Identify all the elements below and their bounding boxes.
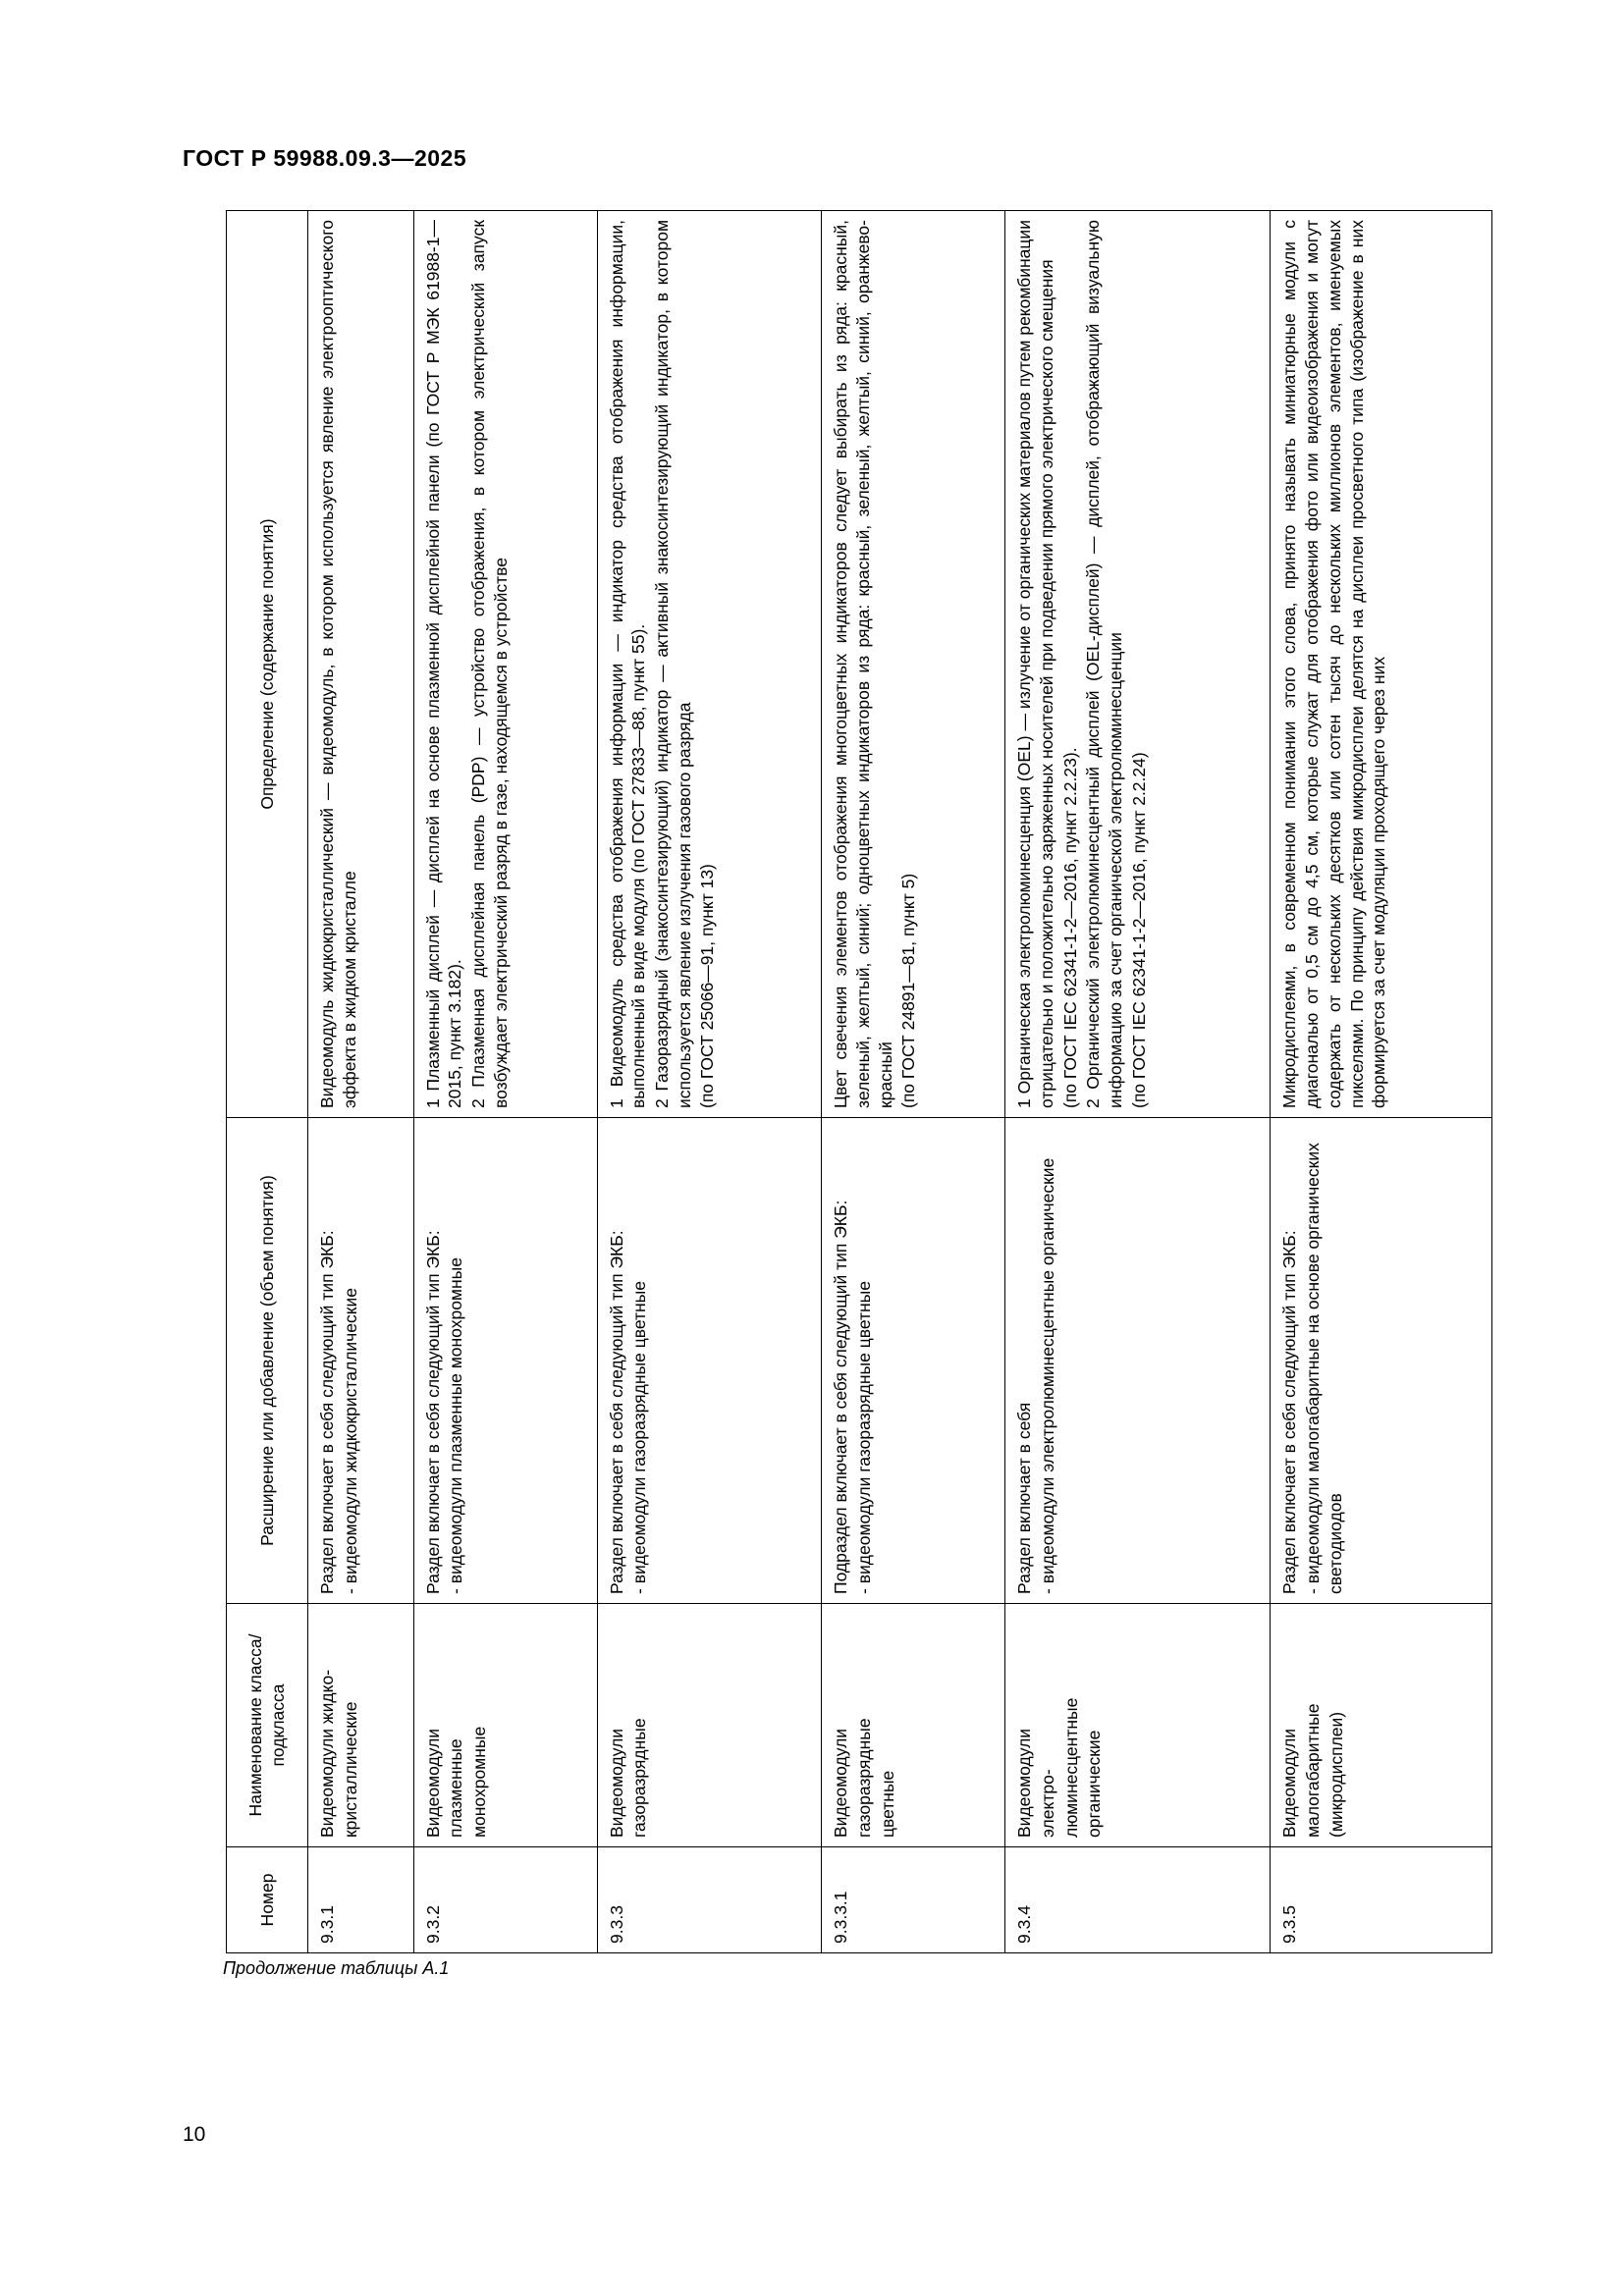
cell-name-line: люминесцентные — [1060, 1697, 1081, 1838]
cell-name-line: Видеомодули жидко- — [317, 1669, 337, 1838]
cell-scope — [1271, 1118, 1492, 1604]
cell-definition-line: 1 Видеомодуль средства отображения информации — индикатор средства отображения информации, выполненный в виде модуля (по ГОСТ 27833—88, пункт 55). — [606, 220, 649, 1108]
rotated-table-container — [226, 211, 1492, 1953]
cell-definition-line: (по ГОСТ IEC 62341-1-2—2016, пункт 2.2.23). — [1059, 747, 1080, 1108]
cell-name-line: кристаллические — [340, 1701, 360, 1838]
cell-name — [1271, 1604, 1492, 1847]
cell-definition-line: 2 Плазменная дисплейная панель (PDP) — устройство отображения, в котором электрический запуск возбуждает электрический разряд в газе, находящемся в устройстве — [467, 220, 511, 1108]
cell-scope-line: - видеомодули жидкокристаллические — [340, 1288, 360, 1594]
table-row — [1005, 211, 1271, 1953]
cell-name — [308, 1604, 414, 1847]
cell-name-line: цветные — [877, 1770, 897, 1838]
cell-scope — [822, 1118, 1005, 1604]
cell-definition-line: Цвет свечения элементов отображения многоцветных индикаторов следует выбирать из ряда: красный, зеленый, желтый, синий; одноцветных индикаторов из ряда: красный, зеленый, желтый, синий, оранжево-красный — [831, 220, 895, 1108]
cell-name-line: Видеомодули — [1014, 1728, 1035, 1838]
cell-name — [413, 1604, 597, 1847]
cell-definition — [1271, 211, 1492, 1118]
table-row — [413, 211, 597, 1953]
cell-name-line: плазменные — [446, 1738, 466, 1838]
cell-definition-line: 2 Газоразрядный (знакосинтезирующий) индикатор — активный знакосинтезирующий индикатор, в котором используется явление излучения газового разряда — [652, 220, 694, 1108]
table-row — [822, 211, 1005, 1953]
cell-definition-line: Видеомодуль жидкокристаллический — видеомодуль, в котором используется явление электрооптического эффекта в жидком кристалле — [317, 220, 359, 1108]
cell-name-line: органические — [1084, 1730, 1105, 1838]
cell-name-line: газоразрядные — [629, 1718, 650, 1838]
cell-name-line: Видеомодули — [606, 1728, 626, 1838]
cell-name-line: газоразрядные — [853, 1718, 874, 1838]
column-header-scope: Расширение или добавление (объем понятия) — [227, 1118, 308, 1604]
cell-definition — [308, 211, 414, 1118]
cell-number: 9.3.1 — [308, 1847, 414, 1953]
cell-scope-line: Подраздел включает в себя следующий тип ЭКБ: — [831, 1200, 851, 1594]
cell-name-line: электро- — [1038, 1769, 1058, 1838]
cell-definition-line: (по ГОСТ IEC 62341-1-2—2016, пункт 2.2.24) — [1128, 752, 1149, 1108]
cell-scope-line: Раздел включает в себя следующий тип ЭКБ: — [422, 1230, 443, 1594]
cell-name — [597, 1604, 822, 1847]
cell-number: 9.3.3.1 — [822, 1847, 1005, 1953]
table-row — [308, 211, 414, 1953]
cell-scope-line: Раздел включает в себя следующий тип ЭКБ: — [317, 1230, 337, 1594]
table-body — [308, 211, 1492, 1953]
cell-definition-line: 1 Плазменный дисплей — дисплей на основе плазменной дисплейной панели (по ГОСТ Р МЭК 61988-1—2015, пункт 3.182). — [422, 220, 465, 1108]
cell-number: 9.3.4 — [1005, 1847, 1271, 1953]
cell-scope — [308, 1118, 414, 1604]
table-caption: Продолжение таблицы А.1 — [223, 1958, 450, 1978]
column-header-name: Наименование класса/подкласса — [227, 1604, 308, 1847]
table-row — [597, 211, 822, 1953]
cell-scope-line: - видеомодули газоразрядные цветные — [629, 1281, 650, 1594]
cell-name — [822, 1604, 1005, 1847]
cell-definition-line: 1 Органическая электролюминесценция (OEL) — излучение от органических материалов путем рекомбинации отрицательно и положительно заряженных носителей при подведении прямого электрического смещения — [1014, 220, 1057, 1108]
cell-scope-line: - видеомодули малогабаритные на основе органических светодиодов — [1303, 1143, 1345, 1594]
document-standard-header: ГОСТ Р 59988.09.3—2025 — [183, 145, 467, 171]
cell-definition — [597, 211, 822, 1118]
cell-definition — [822, 211, 1005, 1118]
table-header-row — [227, 211, 308, 1953]
cell-definition-line: (по ГОСТ 24891—81, пункт 5) — [898, 873, 919, 1108]
cell-scope-line: - видеомодули электролюминесцентные органические — [1038, 1157, 1058, 1594]
cell-name-line: малогабаритные — [1303, 1703, 1324, 1838]
column-header-definition: Определение (содержание понятия) — [227, 211, 308, 1118]
cell-name-line: Видеомодули — [1279, 1728, 1300, 1838]
cell-name-line: Видеомодули — [422, 1728, 443, 1838]
table-row — [1271, 211, 1492, 1953]
cell-name-line: (микродисплеи) — [1326, 1711, 1346, 1838]
cell-scope-line: - видеомодули плазменные монохромные — [446, 1257, 466, 1594]
annex-table — [226, 210, 1492, 1953]
cell-scope-line: Раздел включает в себя следующий тип ЭКБ: — [606, 1230, 626, 1594]
cell-definition — [413, 211, 597, 1118]
cell-definition-line: Микродисплеями, в современном понимании этого слова, принято называть миниатюрные модули с диагональю от 0,5 см до 4,5 см, которые служат для отображения фото или видеоизображения и могут содержать от нескольких десятков или сотен тысяч до нескольких миллионов элементов, именуемых пикселями. По принципу действия микродисплеи делятся на дисплеи просветного типа (изображение в них формируется за счет модуляции проходящего через них — [1279, 220, 1389, 1108]
cell-scope-line: - видеомодули газоразрядные цветные — [853, 1281, 874, 1594]
cell-scope-line: Раздел включает в себя — [1014, 1402, 1035, 1594]
cell-definition — [1005, 211, 1271, 1118]
cell-number: 9.3.2 — [413, 1847, 597, 1953]
cell-scope — [1005, 1118, 1271, 1604]
cell-scope — [413, 1118, 597, 1604]
cell-name-line: Видеомодули — [831, 1728, 851, 1838]
cell-scope — [597, 1118, 822, 1604]
cell-number: 9.3.5 — [1271, 1847, 1492, 1953]
cell-number: 9.3.3 — [597, 1847, 822, 1953]
cell-definition-line: (по ГОСТ 25066—91, пункт 13) — [697, 864, 718, 1108]
cell-scope-line: Раздел включает в себя следующий тип ЭКБ: — [1279, 1230, 1300, 1594]
cell-name-line: монохромные — [468, 1726, 489, 1838]
cell-name — [1005, 1604, 1271, 1847]
cell-definition-line: 2 Органический электролюминесцентный дисплей (OEL-дисплей) — дисплей, отображающий визуальную информацию за счет органической электролюминесценции — [1083, 220, 1126, 1108]
column-header-number: Номер — [227, 1847, 308, 1953]
page-number: 10 — [183, 2123, 206, 2146]
